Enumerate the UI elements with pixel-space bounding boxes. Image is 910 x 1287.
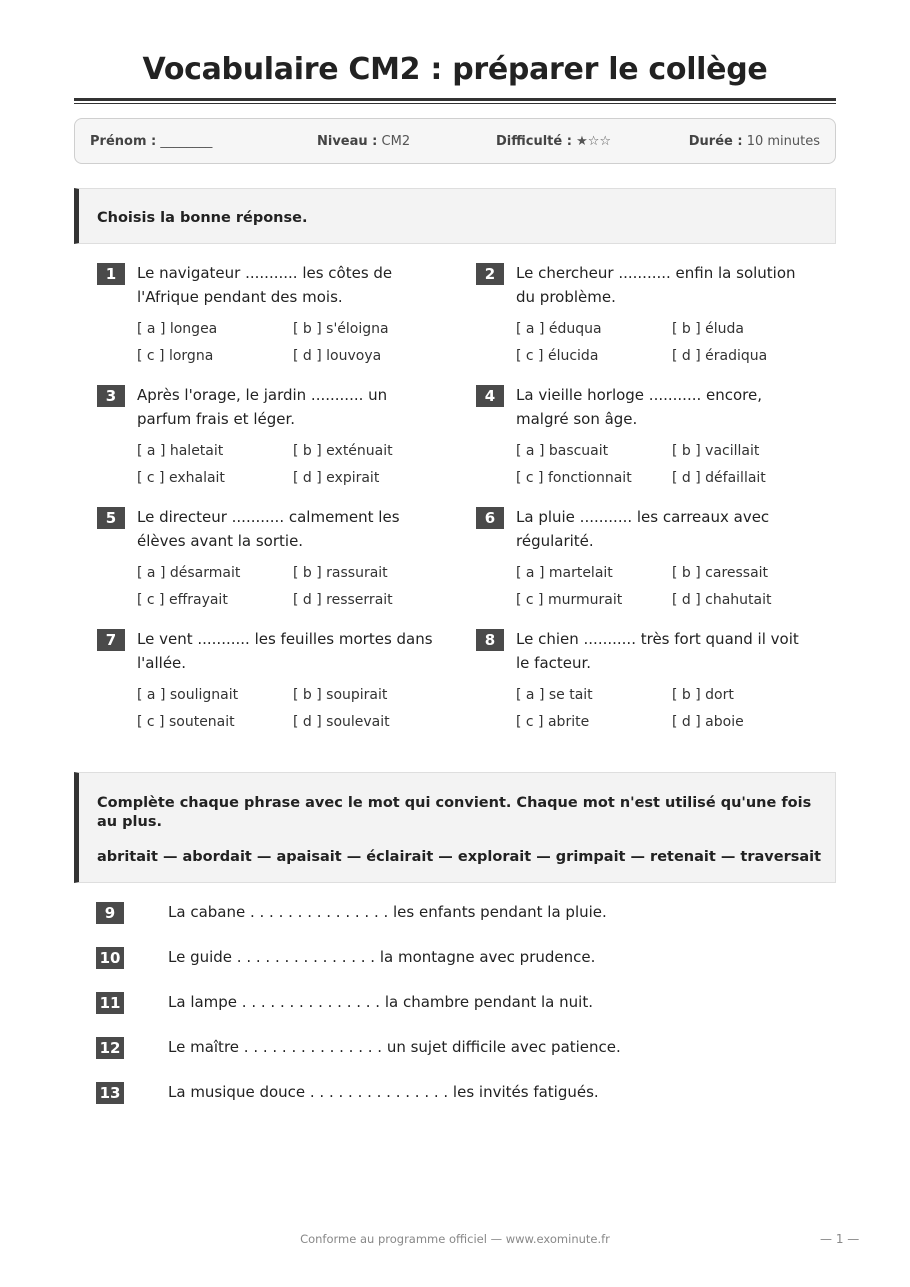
niveau-label: Niveau :: [317, 134, 378, 149]
option-d[interactable]: [ d ] louvoya: [293, 348, 382, 364]
question-text: Le navigateur ........... les côtes de l'Afrique pendant des mois.: [137, 264, 393, 306]
prenom-label: Prénom :: [90, 134, 157, 149]
niveau-value: CM2: [381, 134, 411, 149]
fill-item-13: [96, 1082, 796, 1106]
option-c[interactable]: [ c ] lorgna: [137, 348, 214, 364]
option-c[interactable]: [ c ] fonctionnait: [516, 470, 632, 486]
prenom-value: ________: [160, 134, 213, 149]
fill-sentence[interactable]: La cabane . . . . . . . . . . . . . . . les enfants pendant la pluie.: [168, 903, 607, 921]
question-number: 9: [96, 902, 124, 924]
option-a[interactable]: [ a ] bascuait: [516, 443, 609, 459]
title-divider: [74, 98, 836, 101]
question-number: 3: [97, 385, 125, 407]
option-d[interactable]: [ d ] soulevait: [293, 714, 390, 730]
footer-text: Conforme au programme officiel — www.exominute.fr: [300, 1232, 610, 1246]
option-d[interactable]: [ d ] aboie: [672, 714, 744, 730]
option-c[interactable]: [ c ] abrite: [516, 714, 590, 730]
option-a[interactable]: [ a ] éduqua: [516, 321, 602, 337]
difficulte-field: [496, 134, 611, 149]
duree-field: [689, 134, 820, 149]
option-a[interactable]: [ a ] longea: [137, 321, 218, 337]
question-number: 4: [476, 385, 504, 407]
fill-item-10: [96, 947, 796, 971]
section-1-instruction: Choisis la bonne réponse.: [97, 210, 308, 226]
page-number: — 1 —: [820, 1232, 860, 1246]
option-b[interactable]: [ b ] caressait: [672, 565, 769, 581]
question-number: 2: [476, 263, 504, 285]
question-text: La vieille horloge ........... encore, malgré son âge.: [516, 386, 763, 428]
question-number: 6: [476, 507, 504, 529]
question-number: 5: [97, 507, 125, 529]
question-text: Le vent ........... les feuilles mortes dans l'allée.: [137, 630, 433, 672]
question-4: [476, 383, 816, 493]
page-title: Vocabulaire CM2 : préparer le collège: [142, 52, 768, 87]
info-box: [74, 118, 836, 164]
option-b[interactable]: [ b ] s'éloigna: [293, 321, 389, 337]
question-text: La pluie ........... les carreaux avec régularité.: [516, 508, 770, 550]
question-number: 7: [97, 629, 125, 651]
option-a[interactable]: [ a ] haletait: [137, 443, 224, 459]
section-2-header: [74, 772, 836, 883]
word-bank: abritait — abordait — apaisait — éclairait — explorait — grimpait — retenait — traversait: [97, 849, 822, 865]
question-8: [476, 627, 816, 737]
question-3: [97, 383, 437, 493]
niveau-field: [317, 134, 410, 149]
fill-sentence[interactable]: Le guide . . . . . . . . . . . . . . . la montagne avec prudence.: [168, 948, 596, 966]
option-d[interactable]: [ d ] défaillait: [672, 470, 766, 486]
fill-sentence[interactable]: Le maître . . . . . . . . . . . . . . . un sujet difficile avec patience.: [168, 1038, 621, 1056]
question-5: [97, 505, 437, 615]
fill-item-9: [96, 902, 796, 926]
duree-value: 10 minutes: [746, 134, 820, 149]
option-d[interactable]: [ d ] expirait: [293, 470, 380, 486]
difficulte-stars-icon: ★☆☆: [576, 134, 612, 149]
option-b[interactable]: [ b ] éluda: [672, 321, 745, 337]
option-b[interactable]: [ b ] dort: [672, 687, 734, 703]
option-b[interactable]: [ b ] exténuait: [293, 443, 393, 459]
fill-item-11: [96, 992, 796, 1016]
prenom-field: [90, 134, 212, 149]
fill-sentence[interactable]: La musique douce . . . . . . . . . . . . . . . les invités fatigués.: [168, 1083, 599, 1101]
duree-label: Durée :: [688, 134, 743, 149]
option-d[interactable]: [ d ] éradiqua: [672, 348, 768, 364]
section-1-header: [74, 188, 836, 244]
question-number: 12: [96, 1037, 124, 1059]
option-c[interactable]: [ c ] effrayait: [137, 592, 228, 608]
option-b[interactable]: [ b ] soupirait: [293, 687, 388, 703]
option-c[interactable]: [ c ] élucida: [516, 348, 599, 364]
question-number: 1: [97, 263, 125, 285]
option-d[interactable]: [ d ] resserrait: [293, 592, 393, 608]
option-a[interactable]: [ a ] soulignait: [137, 687, 239, 703]
question-number: 13: [96, 1082, 124, 1104]
question-text: Le chercheur ........... enfin la solution du problème.: [516, 264, 796, 306]
section-2-instruction: Complète chaque phrase avec le mot qui convient. Chaque mot n'est utilisé qu'une fois au plus.: [97, 795, 812, 830]
question-number: 10: [96, 947, 124, 969]
title-divider-thin: [74, 103, 836, 104]
question-7: [97, 627, 437, 737]
option-b[interactable]: [ b ] rassurait: [293, 565, 388, 581]
option-b[interactable]: [ b ] vacillait: [672, 443, 760, 459]
question-1: [97, 261, 437, 371]
option-a[interactable]: [ a ] désarmait: [137, 565, 241, 581]
option-a[interactable]: [ a ] se tait: [516, 687, 593, 703]
option-d[interactable]: [ d ] chahutait: [672, 592, 772, 608]
option-c[interactable]: [ c ] soutenait: [137, 714, 235, 730]
option-c[interactable]: [ c ] exhalait: [137, 470, 225, 486]
option-a[interactable]: [ a ] martelait: [516, 565, 613, 581]
question-text: Le chien ........... très fort quand il voit le facteur.: [516, 630, 799, 672]
question-6: [476, 505, 816, 615]
question-number: 8: [476, 629, 504, 651]
fill-item-12: [96, 1037, 796, 1061]
question-text: Le directeur ........... calmement les élèves avant la sortie.: [137, 508, 400, 550]
fill-sentence[interactable]: La lampe . . . . . . . . . . . . . . . la chambre pendant la nuit.: [168, 993, 593, 1011]
question-2: [476, 261, 816, 371]
question-number: 11: [96, 992, 124, 1014]
option-c[interactable]: [ c ] murmurait: [516, 592, 623, 608]
question-text: Après l'orage, le jardin ........... un parfum frais et léger.: [137, 386, 388, 428]
difficulte-label: Difficulté :: [496, 134, 572, 149]
